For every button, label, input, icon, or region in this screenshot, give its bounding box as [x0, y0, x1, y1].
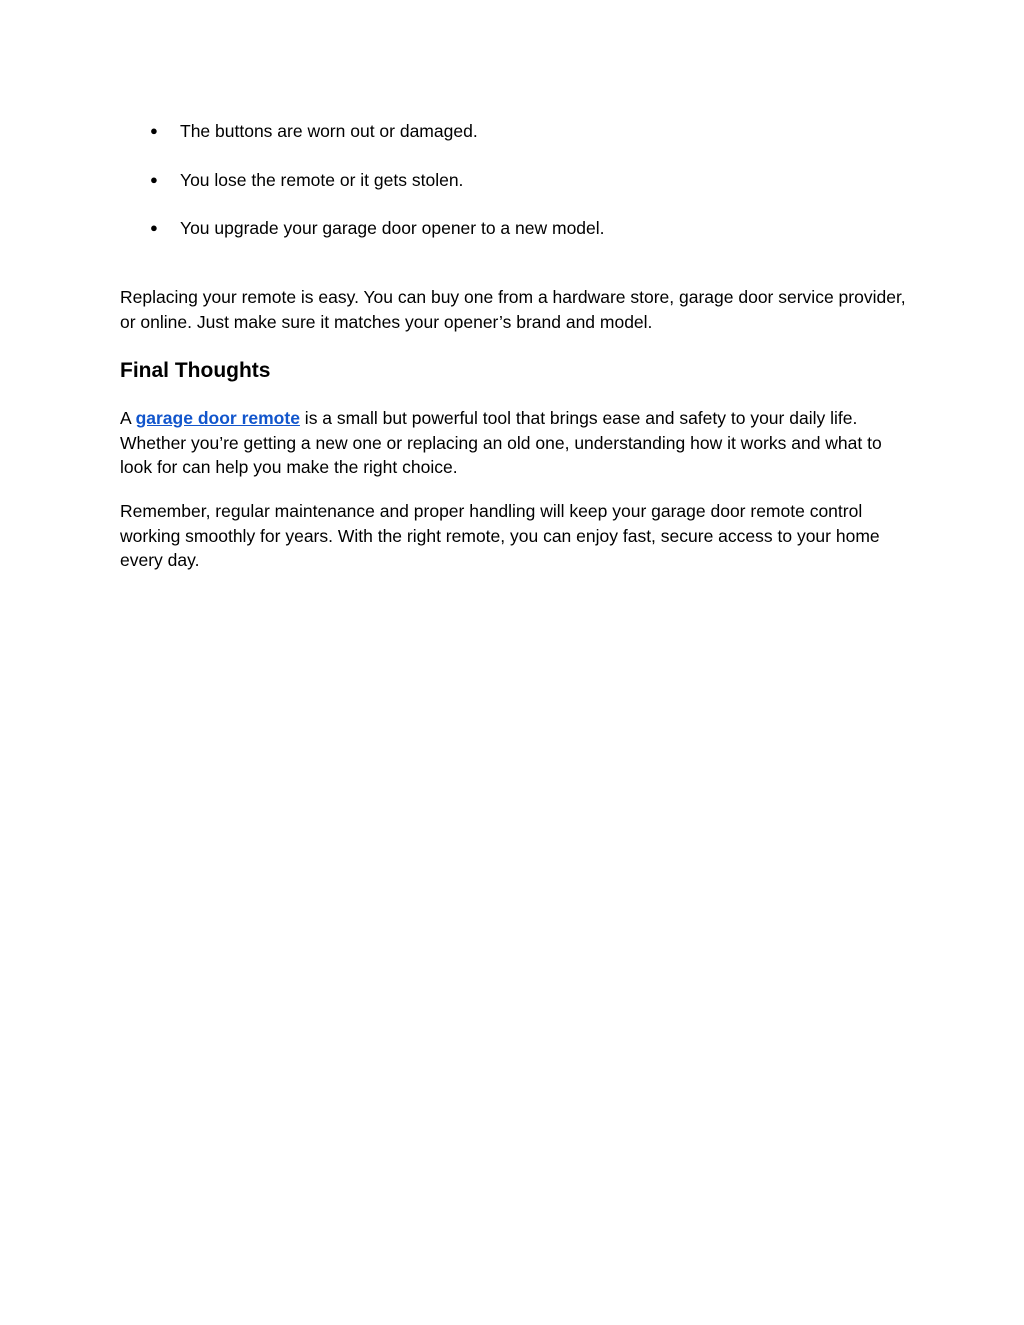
- replacing-paragraph: Replacing your remote is easy. You can buy one from a hardware store, garage door service provider, or online. Just make sure it matches your opener’s brand and model.: [120, 287, 906, 332]
- closing-paragraph: Remember, regular maintenance and proper handling will keep your garage door remote control working smoothly for years. With the right remote, you can enjoy fast, secure access to your home every day.: [120, 501, 880, 570]
- section-heading: Final Thoughts: [120, 359, 271, 382]
- garage-door-remote-link[interactable]: garage door remote: [135, 408, 300, 428]
- final-thoughts-paragraph: [120, 406, 910, 480]
- bullet-icon: ●: [150, 220, 158, 235]
- paragraph-prefix: A: [120, 408, 136, 428]
- bullet-icon: ●: [150, 123, 158, 138]
- list-item-text: The buttons are worn out or damaged.: [180, 121, 478, 141]
- list-item-text: You upgrade your garage door opener to a new model.: [180, 218, 605, 238]
- bullet-icon: ●: [150, 171, 158, 187]
- list-item-text: You lose the remote or it gets stolen.: [180, 169, 464, 190]
- paragraph-suffix: is a small but powerful tool that brings ease and safety to your daily life. Whether you’re getting a new one or replacing an old one, understanding how it works and what to look for can help you make the right choice.: [120, 408, 882, 477]
